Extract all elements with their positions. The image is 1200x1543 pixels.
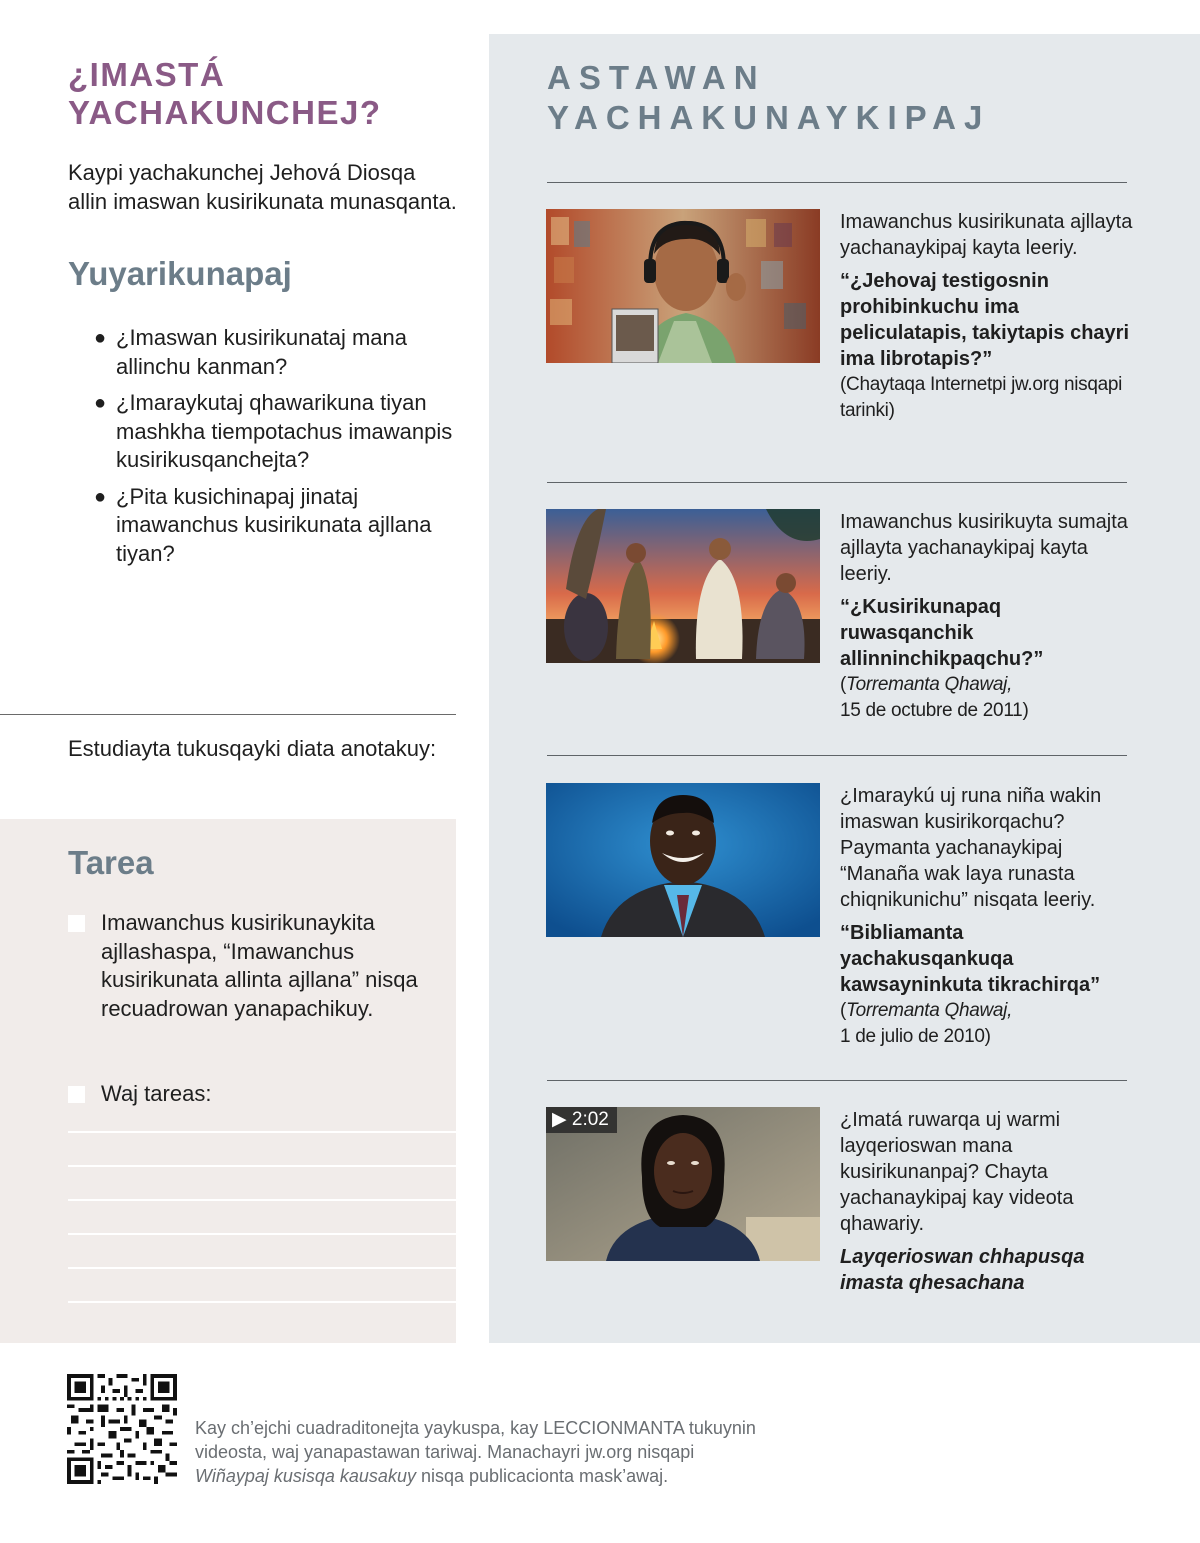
write-line[interactable] xyxy=(68,1199,456,1201)
divider xyxy=(547,1080,1127,1081)
write-line[interactable] xyxy=(68,1165,456,1167)
divider xyxy=(547,482,1127,483)
video-thumbnail[interactable] xyxy=(546,1107,820,1261)
footer-note: Kay ch’ejchi cuadraditonejta yaykuspa, kay LECCIONMANTA tukuynin videosta, waj yanapastawan tariwaj. Manachayri jw.org nisqapi Wiñaypaj kusisqa kausakuy nisqa publicacionta mask’awaj. xyxy=(195,1418,756,1486)
resource-intro: Imawanchus kusirikuyta sumajta ajllayta yachanaykipaj kayta leeriy. xyxy=(840,511,1128,585)
write-line[interactable] xyxy=(68,1131,456,1133)
qr-code-icon[interactable] xyxy=(67,1374,177,1484)
checkbox[interactable] xyxy=(68,915,85,932)
article-thumbnail[interactable] xyxy=(546,509,820,663)
article-thumbnail[interactable] xyxy=(546,783,820,937)
resource-text xyxy=(840,509,1140,724)
further-study-heading: ASTAWAN YACHAKUNAYKIPAJ xyxy=(547,59,991,136)
boy-headphones-image xyxy=(546,209,820,363)
review-questions xyxy=(68,324,458,568)
campfire-illustration xyxy=(546,509,820,663)
homework-box xyxy=(0,819,456,1343)
smiling-man-image xyxy=(546,783,820,937)
homework-heading: Tarea xyxy=(68,844,154,881)
page-title xyxy=(68,56,458,132)
article-source: (Chaytaqa Internetpi jw.org nisqapi tarinki) xyxy=(840,374,1123,421)
title-line-1: ¿IMASTÁ xyxy=(68,56,226,93)
divider xyxy=(547,755,1127,756)
write-line[interactable] xyxy=(68,1267,456,1269)
resource-intro: ¿Imaraykú uj runa niña wakin imaswan kusirikorqachu? Paymanta yachanaykipaj “Manaña wak laya runasta chiqnikunichu” nisqata leeriy. xyxy=(840,785,1102,911)
article-title[interactable]: “¿Jehovaj testigosnin prohibinkuchu ima peliculatapis, takiytapis chayri ima librotapis?” xyxy=(840,270,1130,370)
divider xyxy=(547,182,1127,183)
resource-intro: Imawanchus kusirikunata ajllayta yachanaykipaj kayta leeriy. xyxy=(840,211,1133,259)
bullet-icon: ● xyxy=(94,327,107,349)
article-title[interactable]: “¿Kusirikunapaq ruwasqanchik allinninchikpaqchu?” xyxy=(840,596,1044,670)
bullet-icon: ● xyxy=(94,485,107,508)
article-source: (Torremanta Qhawaj, 1 de julio de 2010) xyxy=(840,1000,1013,1047)
video-title[interactable]: Layqerioswan chhapusqa imasta qhesachana xyxy=(840,1246,1085,1294)
checkbox[interactable] xyxy=(68,1086,85,1103)
video-duration-badge: ▶ 2:02 xyxy=(546,1107,617,1133)
write-line[interactable] xyxy=(68,1233,456,1235)
resource-text xyxy=(840,783,1140,1050)
article-source: (Torremanta Qhawaj, 15 de octubre de 2011) xyxy=(840,674,1029,721)
list-item: ● ¿Pita kusichinapaj jinataj imawanchus kusirikunata ajllana tiyan? xyxy=(94,483,432,566)
resource-text xyxy=(840,209,1140,424)
further-study-panel xyxy=(489,34,1200,1343)
divider xyxy=(0,714,456,715)
lesson-summary xyxy=(68,56,458,576)
article-title[interactable]: “Bibliamanta yachakusqankuqa kawsayninkuta tikrachirqa” xyxy=(840,922,1101,996)
bullet-icon: ● xyxy=(94,392,107,414)
resource-intro: ¿Imatá ruwarqa uj warmi layqerioswan mana kusirikunanpaj? Chayta yachanaykipaj kay videota qhawariy. xyxy=(840,1109,1074,1235)
title-line-2: YACHAKUNCHEJ? xyxy=(68,94,382,131)
resource-text xyxy=(840,1107,1140,1296)
list-item: ● ¿Imaraykutaj qhawarikuna tiyan mashkha tiempotachus imawanpis kusirikusqanchejta? xyxy=(94,390,453,472)
intro-text: Kaypi yachakunchej Jehová Diosqa allin imaswan kusirikunata munasqanta. xyxy=(68,160,457,214)
article-thumbnail[interactable] xyxy=(546,209,820,363)
review-heading: Yuyarikunapaj xyxy=(68,255,292,292)
list-item: ● ¿Imaswan kusirikunataj mana allinchu kanman? xyxy=(94,325,408,379)
study-date-label: Estudiayta tukusqayki diata anotakuy: xyxy=(68,736,437,761)
write-line[interactable] xyxy=(68,1301,456,1303)
task-item: Waj tareas: xyxy=(68,1080,438,1109)
task-item: Imawanchus kusirikunaykita ajllashaspa, “Imawanchus kusirikunata allinta ajllana” nisqa recuadrowan yanapachikuy. xyxy=(68,909,438,1023)
